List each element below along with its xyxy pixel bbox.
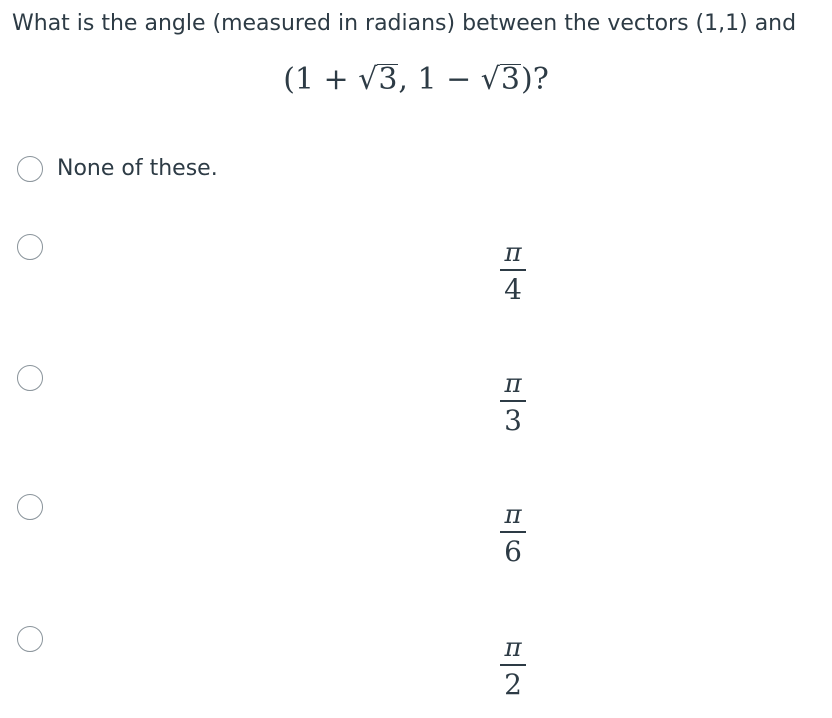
square-root-2: √3 [480,62,520,97]
expression-open: (1 + [283,62,359,97]
numerator: π [504,369,522,399]
expression-close: )? [521,62,549,97]
fraction-pi-over-6[interactable] [500,501,526,568]
denominator: 6 [504,534,522,568]
question-text: What is the angle (measured in radians) between the vectors (1,1) and [12,11,797,36]
fraction-pi-over-4[interactable] [500,239,526,306]
fraction-pi-over-3[interactable] [500,370,526,437]
fraction-bar [500,664,526,666]
radio-option-pi-over-4[interactable] [17,234,43,260]
option-label-none[interactable]: None of these. [57,156,218,181]
numerator: π [504,500,522,530]
numerator: π [504,633,522,663]
radicand-1: 3 [378,62,398,97]
vector-expression [0,58,832,102]
radio-option-none[interactable] [17,156,43,182]
denominator: 2 [504,667,522,701]
fraction-pi-over-2[interactable] [500,634,526,701]
fraction-bar [500,400,526,402]
radio-option-pi-over-6[interactable] [17,494,43,520]
fraction-bar [500,531,526,533]
radio-option-pi-over-3[interactable] [17,365,43,391]
fraction-bar [500,269,526,271]
denominator: 4 [504,272,522,306]
square-root-1: √3 [358,62,398,97]
radicand-2: 3 [500,62,520,97]
denominator: 3 [504,403,522,437]
expression-middle: , 1 − [398,62,481,97]
numerator: π [504,238,522,268]
radio-option-pi-over-2[interactable] [17,626,43,652]
